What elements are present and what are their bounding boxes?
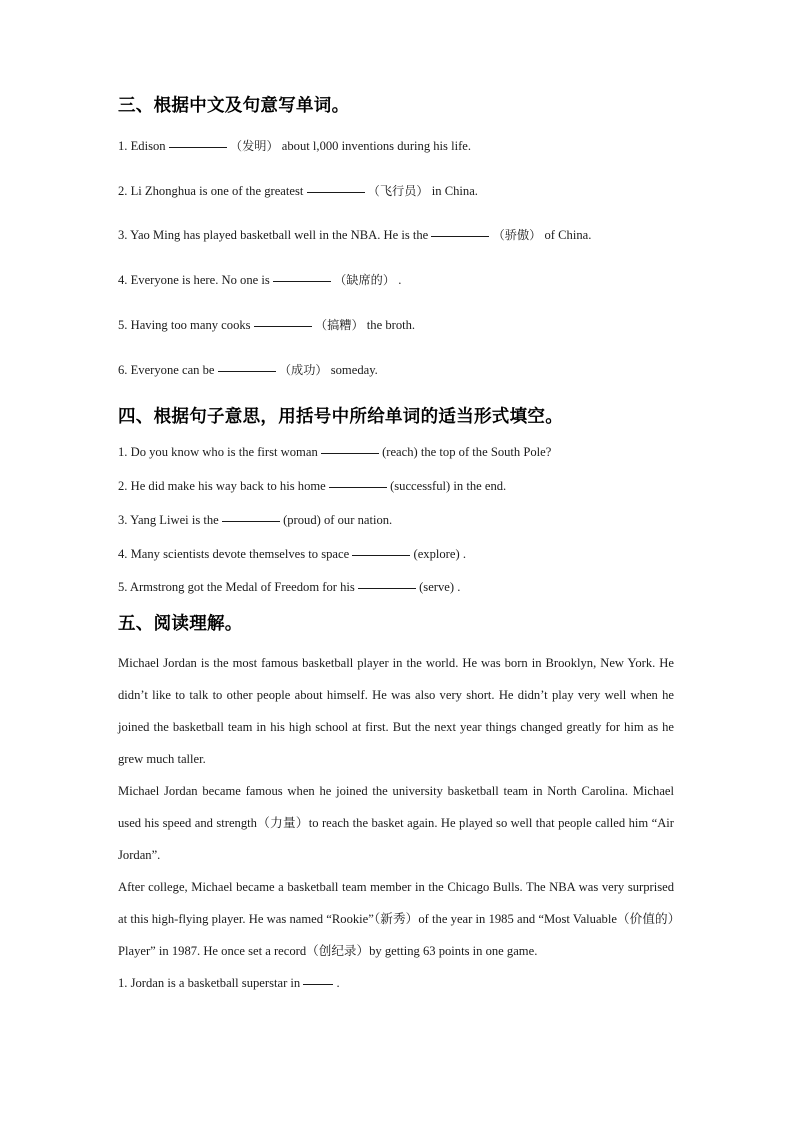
question-item <box>118 318 678 334</box>
answer-blank[interactable] <box>303 984 333 985</box>
question-hint: (reach) <box>382 445 418 460</box>
question-text-before: 1. Edison <box>118 139 166 153</box>
question-text-before: 4. Everyone is here. No one is <box>118 273 270 288</box>
section-4-heading: 四、根据句子意思，用括号中所给单词的适当形式填空。 <box>118 407 563 428</box>
passage-paragraph: Michael Jordan became famous when he joined the university basketball team in North Carolina. Michael used his speed and strength（力量）to reach the basket again. He played so well that people called him “Air Jordan”. <box>118 784 674 863</box>
question-text-after: . <box>398 273 402 288</box>
answer-blank[interactable] <box>358 588 416 589</box>
section-5-heading: 五、阅读理解。 <box>118 614 243 635</box>
question-text-before: 1. Jordan is a basketball superstar in <box>118 976 301 991</box>
answer-blank[interactable] <box>321 453 379 454</box>
reading-question-item <box>118 967 678 999</box>
question-text-after: . <box>462 546 466 561</box>
section-3-heading: 三、根据中文及句意写单词。 <box>118 96 350 116</box>
question-hint: (successful) <box>390 479 451 494</box>
question-hint: (serve) <box>419 580 455 595</box>
question-text-after: in the end. <box>453 479 507 494</box>
answer-blank[interactable] <box>254 326 312 327</box>
passage-paragraph: Michael Jordan is the most famous basketball player in the world. He was born in Brooklyn, New York. He didn’t like to talk to other people about himself. He was also very short. He didn’t play very well when he joined the basketball team in his high school at first. But the next year things changed greatly for him as he grew much taller. <box>118 656 674 767</box>
question-text-after: the broth. <box>366 317 416 332</box>
question-text-after: of China. <box>544 228 592 243</box>
question-text-before: 2. He did make his way back to his home <box>118 479 326 494</box>
question-text-before: 1. Do you know who is the first woman <box>118 445 318 460</box>
answer-blank[interactable] <box>222 521 280 522</box>
question-item <box>118 547 678 563</box>
question-item <box>118 513 678 529</box>
question-text-before: 5. Having too many cooks <box>118 317 251 332</box>
document-content <box>118 96 678 999</box>
passage-paragraph: After college, Michael became a basketball team member in the Chicago Bulls. The NBA was very surprised at this high-flying player. He was named “Rookie”（新秀）of the year in 1985 and “Most Valuable（价值的）Player” in 1987. He once set a record（创纪录）by getting 63 points in one game. <box>118 880 674 959</box>
question-hint: （成功） <box>278 362 328 377</box>
question-item <box>118 363 678 379</box>
question-hint: (proud) <box>283 512 321 527</box>
question-text-after: . <box>457 580 461 595</box>
question-hint: （骄傲） <box>492 228 542 243</box>
answer-blank[interactable] <box>218 371 276 372</box>
question-hint: （飞行员） <box>367 183 429 198</box>
question-item <box>118 580 678 596</box>
reading-passage <box>118 647 674 967</box>
spacer <box>118 635 678 647</box>
section-4-question-list <box>118 445 678 596</box>
question-hint: （发明） <box>229 139 279 153</box>
question-item <box>118 184 678 200</box>
question-text-after: . <box>336 976 340 991</box>
question-text-after: in China. <box>431 183 478 198</box>
answer-blank[interactable] <box>307 192 365 193</box>
section-3-question-list <box>118 139 678 378</box>
question-hint: （搞糟） <box>314 317 364 332</box>
question-item <box>118 228 678 244</box>
question-item <box>118 273 678 289</box>
question-text-before: 2. Li Zhonghua is one of the greatest <box>118 183 304 198</box>
spacer <box>118 117 678 139</box>
question-text-before: 6. Everyone can be <box>118 362 215 377</box>
spacer <box>118 428 678 445</box>
question-item <box>118 445 678 461</box>
answer-blank[interactable] <box>169 147 227 148</box>
answer-blank[interactable] <box>431 236 489 237</box>
question-item <box>118 139 678 155</box>
question-text-after: of our nation. <box>324 512 393 527</box>
question-text-after: someday. <box>330 362 378 377</box>
question-text-before: 5. Armstrong got the Medal of Freedom for his <box>118 580 355 595</box>
answer-blank[interactable] <box>329 487 387 488</box>
question-text-before: 4. Many scientists devote themselves to space <box>118 546 350 561</box>
question-text-after: the top of the South Pole? <box>420 445 552 460</box>
question-text-before: 3. Yao Ming has played basketball well in the NBA. He is the <box>118 228 429 243</box>
question-item <box>118 479 678 495</box>
question-hint: （缺席的） <box>334 273 396 288</box>
question-text-before: 3. Yang Liwei is the <box>118 512 219 527</box>
question-hint: (explore) <box>413 546 460 561</box>
answer-blank[interactable] <box>352 555 410 556</box>
question-text-after: about l,000 inventions during his life. <box>281 139 472 153</box>
answer-blank[interactable] <box>273 281 331 282</box>
